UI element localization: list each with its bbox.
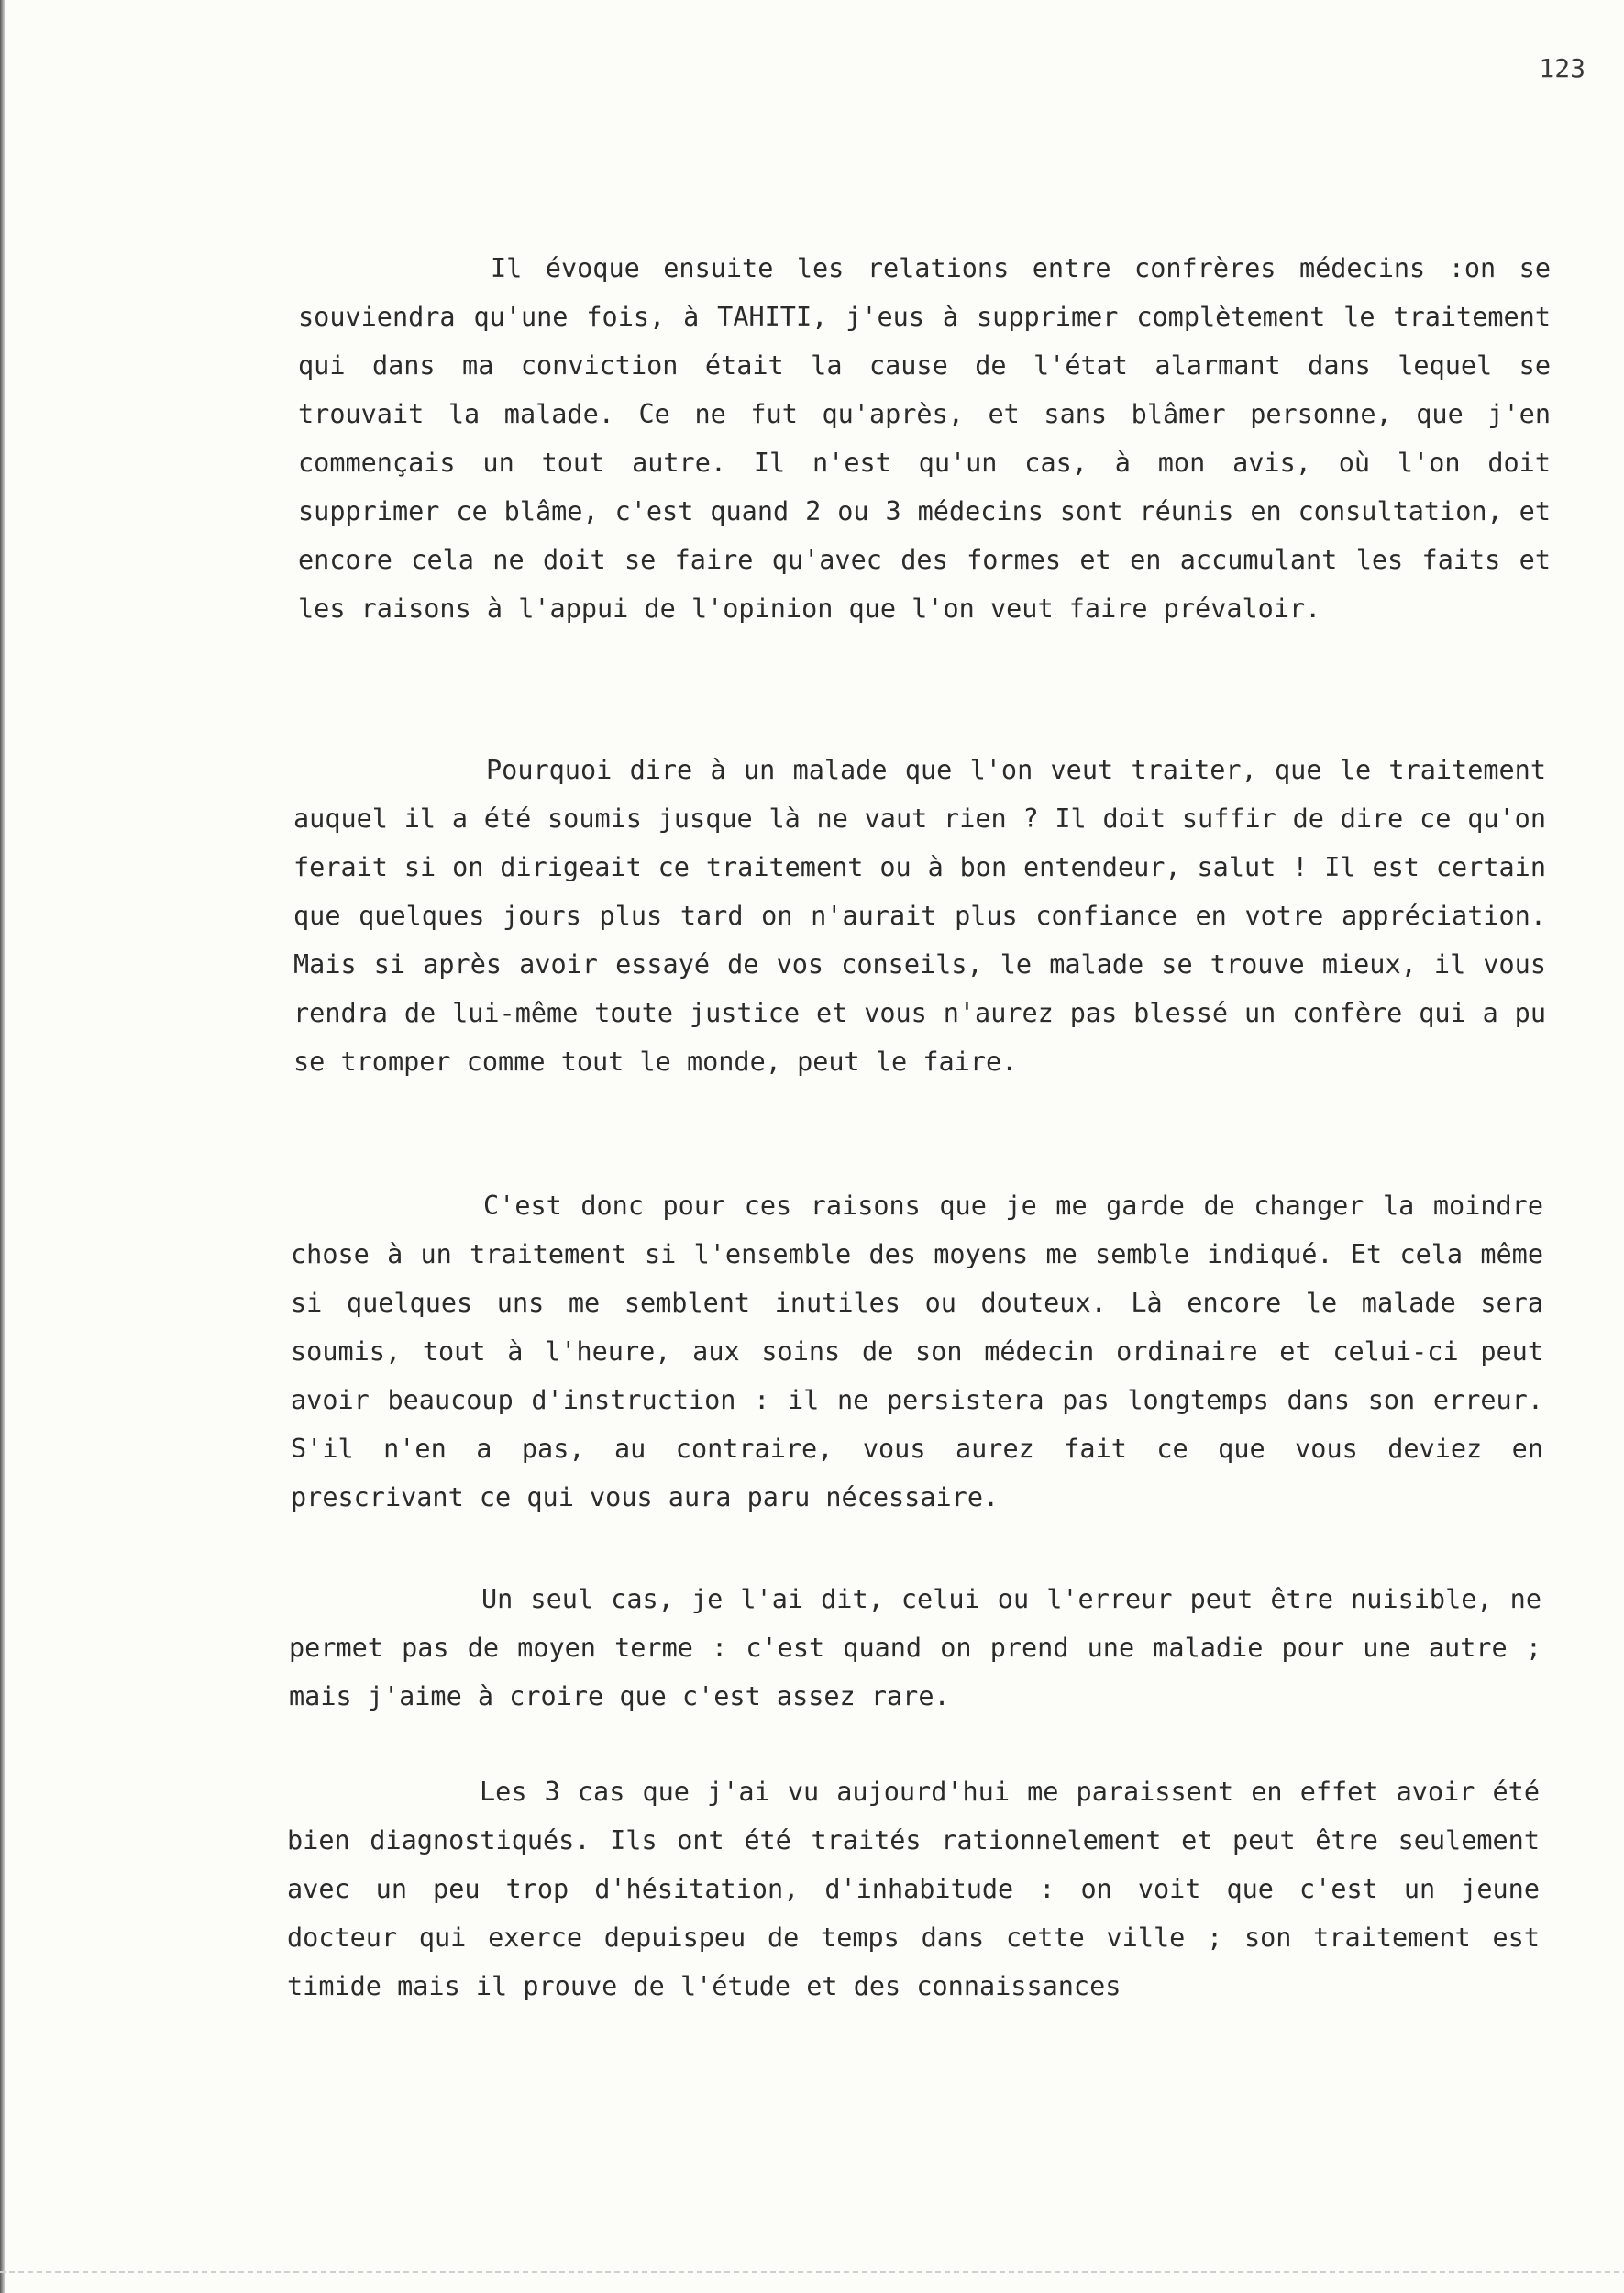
scan-left-edge bbox=[0, 0, 5, 2293]
scan-bottom-edge bbox=[0, 2271, 1624, 2273]
paragraph-3 bbox=[291, 1181, 1543, 1522]
paragraph-5 bbox=[287, 1767, 1540, 2011]
paragraph-4 bbox=[289, 1575, 1541, 1721]
paragraph-1 bbox=[298, 244, 1551, 633]
paragraph-text: Un seul cas, je l'ai dit, celui ou l'erreur peut être nuisible, ne permet pas de moyen terme : c'est quand on prend une maladie pour une autre ; mais j'aime à croire que c'est assez rare. bbox=[289, 1584, 1541, 1711]
paragraph-2 bbox=[293, 746, 1546, 1086]
paragraph-text: C'est donc pour ces raisons que je me garde de changer la moindre chose à un traitement si l'ensemble des moyens me semble indiqué. Et cela même si quelques uns me semblent inutiles ou douteux. Là encore le malade sera soumis, tout à l'heure, aux soins de son médecin ordinaire et celui-ci peut avoir beaucoup d'instruction : il ne persistera pas longtemps dans son erreur. S'il n'en a pas, au contraire, vous aurez fait ce que vous deviez en prescrivant ce qui vous aura paru nécessaire. bbox=[291, 1191, 1543, 1512]
paragraph-text: Pourquoi dire à un malade que l'on veut traiter, que le traitement auquel il a été soumis jusque là ne vaut rien ? Il doit suffir de dire ce qu'on ferait si on dirigeait ce traitement ou à bon entendeur, salut ! Il est certain que quelques jours plus tard on n'aurait plus confiance en votre appréciation. Mais si après avoir essayé de vos conseils, le malade se trouve mieux, il vous rendra de lui-même toute justice et vous n'aurez pas blessé un confère qui a pu se tromper comme tout le monde, peut le faire. bbox=[293, 755, 1546, 1077]
paragraph-text: Il évoque ensuite les relations entre confrères médecins :on se souviendra qu'une fois, à TAHITI, j'eus à supprimer complètement le traitement qui dans ma conviction était la cause de l'état alarmant dans lequel se trouvait la malade. Ce ne fut qu'après, et sans blâmer personne, que j'en commençais un tout autre. Il n'est qu'un cas, à mon avis, où l'on doit supprimer ce blâme, c'est quand 2 ou 3 médecins sont réunis en consultation, et encore cela ne doit se faire qu'avec des formes et en accumulant les faits et les raisons à l'appui de l'opinion que l'on veut faire prévaloir. bbox=[298, 253, 1551, 624]
paragraph-text: Les 3 cas que j'ai vu aujourd'hui me paraissent en effet avoir été bien diagnostiqués. Ils ont été traités rationnelement et peut être seulement avec un peu trop d'hésitation, d'inhabitude : on voit que c'est un jeune docteur qui exerce depuispeu de temps dans cette ville ; son traitement est timide mais il prouve de l'étude et des connaissances bbox=[287, 1777, 1540, 2001]
page-number: 123 bbox=[1539, 53, 1585, 83]
